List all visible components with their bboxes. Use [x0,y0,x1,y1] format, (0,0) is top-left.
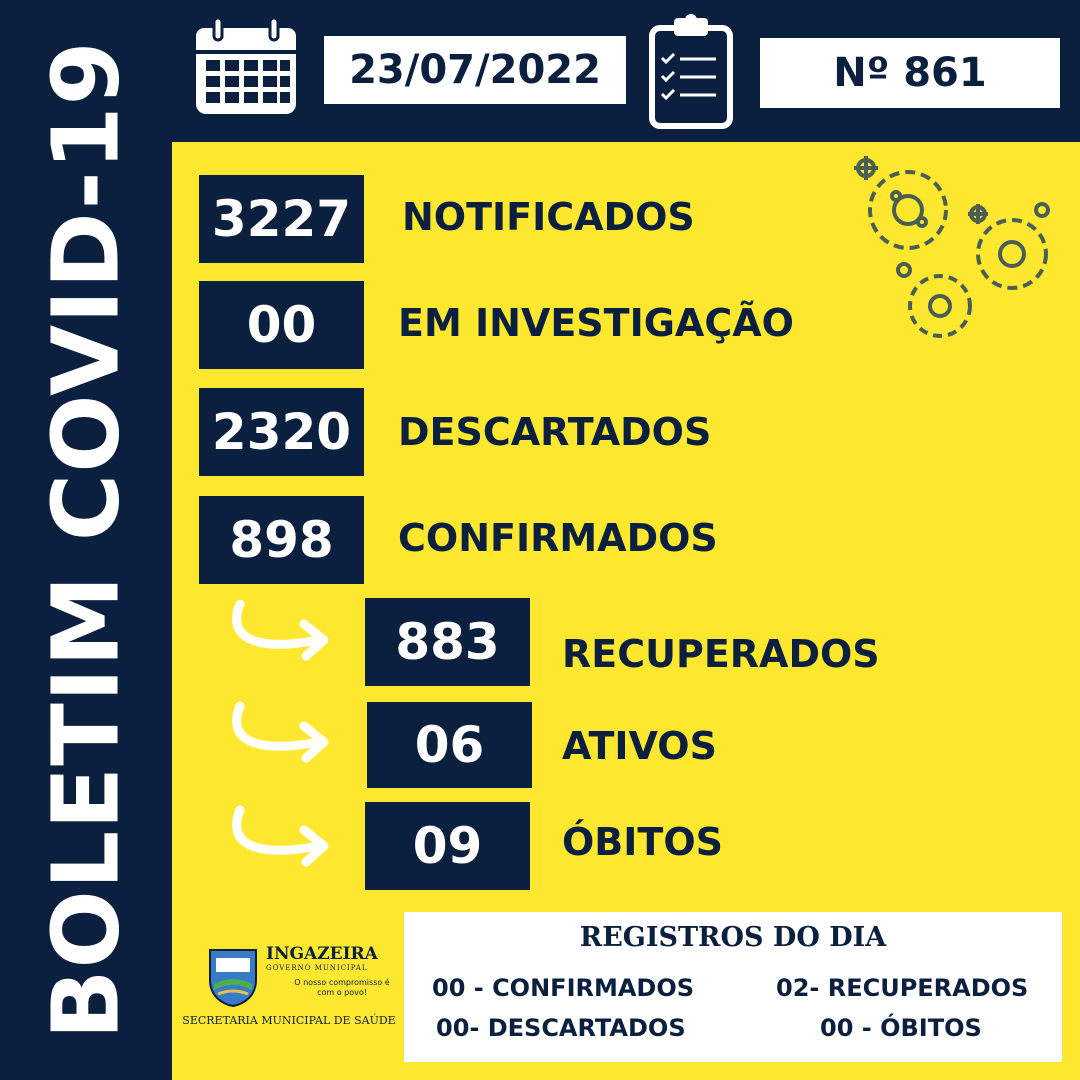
em-investigacao-label: EM INVESTIGAÇÃO [398,301,794,345]
date-display: 23/07/2022 [324,36,626,104]
recuperados-label: RECUPERADOS [562,632,880,676]
sidebar [0,0,172,1080]
registro-confirmados: 00 - CONFIRMADOS [432,974,695,1002]
descartados-label: DESCARTADOS [398,410,712,454]
registros-title: REGISTROS DO DIA [579,922,887,953]
registro-recuperados: 02- RECUPERADOS [776,974,1029,1002]
registro-obitos: 00 - ÓBITOS [820,1014,982,1042]
logo-slogan: O nosso compromisso é com o povo! [294,978,390,997]
descartados-value: 2320 [199,388,364,476]
curved-arrow-icon [226,598,336,668]
notificados-label: NOTIFICADOS [402,195,695,239]
confirmados-value: 898 [199,496,364,584]
confirmados-label: CONFIRMADOS [398,516,718,560]
virus-icon [846,150,1064,356]
recuperados-value: 883 [365,598,530,686]
logo-subtitle: GOVERNO MUNICIPAL [266,964,368,972]
calendar-icon [192,14,300,118]
em-investigacao-value: 00 [199,281,364,369]
notificados-value: 3227 [199,175,364,263]
vertical-title: BOLETIM COVID-19 [32,40,140,1040]
bulletin-number: Nº 861 [760,38,1060,108]
municipal-crest-icon [204,944,262,1008]
curved-arrow-icon [226,700,336,770]
municipal-logo [182,940,394,1030]
obitos-label: ÓBITOS [562,820,723,864]
registro-descartados: 00- DESCARTADOS [436,1014,686,1042]
curved-arrow-icon [226,804,336,874]
obitos-value: 09 [365,802,530,890]
logo-name: INGAZEIRA [266,944,378,964]
ativos-label: ATIVOS [562,724,717,768]
ativos-value: 06 [367,702,532,788]
registros-do-dia-panel [404,912,1062,1062]
logo-department: SECRETARIA MUNICIPAL DE SAÚDE [182,1014,396,1027]
clipboard-checklist-icon [648,12,734,130]
